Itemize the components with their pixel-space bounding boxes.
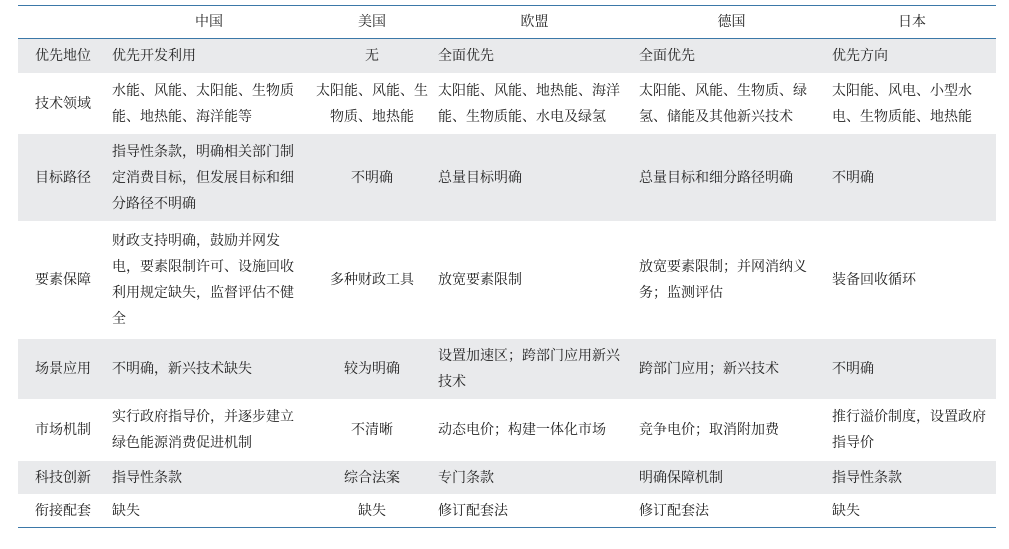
cell-japan: 装备回收循环	[832, 272, 916, 288]
cell-china: 实行政府指导价，并逐步建立绿色能源消费促进机制	[112, 409, 294, 451]
cell-eu: 修订配套法	[438, 502, 508, 519]
cell-eu: 动态电价；构建一体化市场	[438, 422, 606, 438]
cell-germany: 太阳能、风能、生物质、绿氢、储能及其他新兴技术	[639, 82, 807, 125]
cell-japan: 太阳能、风电、小型水电、生物质能、地热能	[832, 82, 972, 125]
cell-us: 不清晰	[351, 422, 393, 438]
cell-china: 指导性条款	[112, 469, 182, 486]
table-body	[18, 39, 996, 528]
table-row	[18, 134, 996, 221]
table-row	[18, 73, 996, 134]
header-germany: 德国	[717, 14, 746, 30]
row-label: 优先地位	[35, 48, 91, 64]
cell-us: 太阳能、风能、生物质、地热能	[316, 82, 428, 125]
row-label: 科技创新	[35, 469, 91, 486]
header-row	[18, 6, 996, 39]
row-label: 场景应用	[35, 361, 91, 377]
cell-japan: 推行溢价制度，设置政府指导价	[832, 409, 986, 451]
cell-japan: 不明确	[832, 169, 874, 186]
header-eu: 欧盟	[520, 14, 549, 30]
cell-us: 多种财政工具	[330, 272, 414, 288]
cell-china: 缺失	[112, 502, 140, 519]
cell-us: 不明确	[351, 169, 393, 186]
cell-eu: 专门条款	[438, 469, 494, 486]
table-row	[18, 399, 996, 461]
header-japan: 日本	[898, 14, 926, 30]
table-header	[18, 6, 996, 39]
cell-china: 水能、风能、太阳能、生物质能、地热能、海洋能等	[112, 82, 294, 125]
cell-germany: 总量目标和细分路径明确	[639, 169, 793, 186]
cell-china: 指导性条款，明确相关部门制定消费目标，但发展目标和细分路径不明确	[112, 143, 294, 212]
row-label: 目标路径	[35, 169, 91, 186]
cell-japan: 缺失	[832, 502, 860, 519]
row-label: 技术领域	[35, 95, 91, 112]
table-row	[18, 221, 996, 339]
cell-us: 缺失	[358, 502, 386, 519]
cell-eu: 设置加速区；跨部门应用新兴技术	[438, 348, 620, 390]
header-us: 美国	[358, 14, 386, 30]
cell-china: 优先开发利用	[112, 48, 196, 64]
cell-germany: 跨部门应用；新兴技术	[639, 361, 779, 377]
cell-eu: 放宽要素限制	[438, 272, 522, 288]
cell-eu: 总量目标明确	[438, 169, 522, 186]
cell-japan: 优先方向	[832, 48, 888, 64]
comparison-table	[18, 5, 996, 528]
table-row	[18, 39, 996, 74]
cell-japan: 指导性条款	[832, 469, 902, 486]
row-label: 要素保障	[35, 272, 91, 288]
cell-germany: 明确保障机制	[639, 469, 723, 486]
cell-germany: 全面优先	[639, 48, 695, 64]
cell-eu: 全面优先	[438, 48, 494, 64]
cell-eu: 太阳能、风能、地热能、海洋能、生物质能、水电及绿氢	[438, 82, 620, 125]
cell-germany: 放宽要素限制；并网消纳义务；监测评估	[639, 259, 807, 301]
header-blank	[18, 6, 108, 39]
table-row	[18, 339, 996, 399]
cell-china: 不明确，新兴技术缺失	[112, 361, 252, 377]
header-china: 中国	[195, 14, 223, 30]
cell-japan: 不明确	[832, 361, 874, 377]
cell-germany: 修订配套法	[639, 502, 709, 519]
cell-us: 综合法案	[344, 469, 400, 486]
table-row	[18, 461, 996, 494]
row-label: 市场机制	[35, 422, 91, 438]
cell-us: 无	[365, 48, 379, 64]
cell-us: 较为明确	[344, 361, 400, 377]
cell-germany: 竞争电价；取消附加费	[639, 422, 779, 438]
table-row	[18, 494, 996, 528]
cell-china: 财政支持明确，鼓励并网发电，要素限制许可、设施回收利用规定缺失，监督评估不健全	[112, 233, 294, 327]
row-label: 衔接配套	[35, 502, 91, 519]
